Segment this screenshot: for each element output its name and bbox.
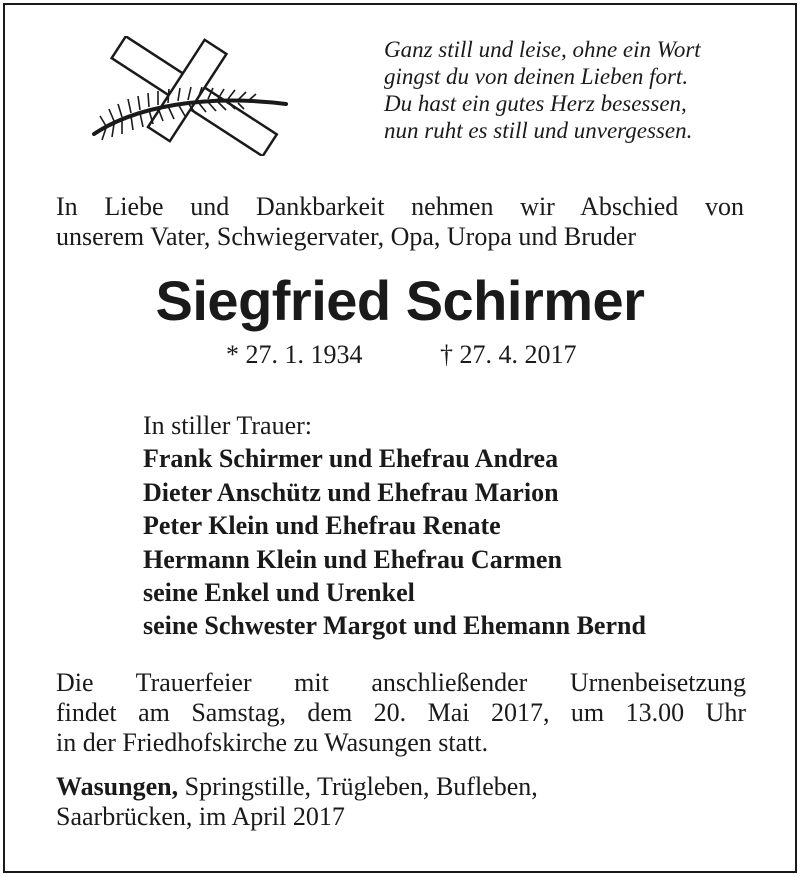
cross-with-palm-frond-icon bbox=[86, 36, 298, 156]
mourners-list bbox=[143, 409, 763, 643]
town-name: Wasungen, bbox=[56, 772, 179, 801]
place-date-line: Saarbrücken, im April 2017 bbox=[56, 802, 345, 831]
poem-line: gingst du von deinen Lieben fort. bbox=[384, 64, 689, 89]
place-names: Springstille, Trügleben, Bufleben, bbox=[178, 772, 538, 801]
birth-date: * 27. 1. 1934 bbox=[226, 340, 363, 369]
poem-line: nun ruht es still und unvergessen. bbox=[384, 118, 693, 143]
ceremony-details bbox=[56, 668, 746, 758]
ceremony-line: findet am Samstag, dem 20. Mai 2017, um 13.00 Uhr bbox=[56, 698, 746, 727]
mourner-entry: Frank Schirmer und Ehefrau Andrea bbox=[143, 444, 559, 474]
poem bbox=[384, 36, 784, 144]
mourner-entry: Dieter Anschütz und Ehefrau Marion bbox=[143, 477, 559, 507]
mourner-entry: seine Schwester Margot und Ehemann Bernd bbox=[143, 611, 646, 641]
intro-line: unserem Vater, Schwiegervater, Opa, Uropa und Bruder bbox=[56, 222, 637, 251]
deceased-name: Siegfried Schirmer bbox=[155, 269, 645, 332]
poem-line: Du hast ein gutes Herz besessen, bbox=[384, 91, 687, 116]
ceremony-line: Die Trauerfeier mit anschließender Urnenbeisetzung bbox=[56, 668, 746, 697]
intro-line: In Liebe und Dankbarkeit nehmen wir Abschied von bbox=[56, 192, 744, 221]
mourners-heading: In stiller Trauer: bbox=[143, 411, 312, 440]
ceremony-line: in der Friedhofskirche zu Wasungen statt. bbox=[56, 728, 489, 757]
place-line bbox=[56, 772, 746, 802]
mourner-entry: Peter Klein und Ehefrau Renate bbox=[143, 511, 501, 541]
place-and-date bbox=[56, 772, 746, 832]
mourner-entry: seine Enkel und Urenkel bbox=[143, 578, 415, 608]
intro-text bbox=[56, 192, 744, 252]
mourner-entry: Hermann Klein und Ehefrau Carmen bbox=[143, 544, 562, 574]
poem-line: Ganz still und leise, ohne ein Wort bbox=[384, 37, 701, 62]
death-date: † 27. 4. 2017 bbox=[440, 340, 577, 369]
